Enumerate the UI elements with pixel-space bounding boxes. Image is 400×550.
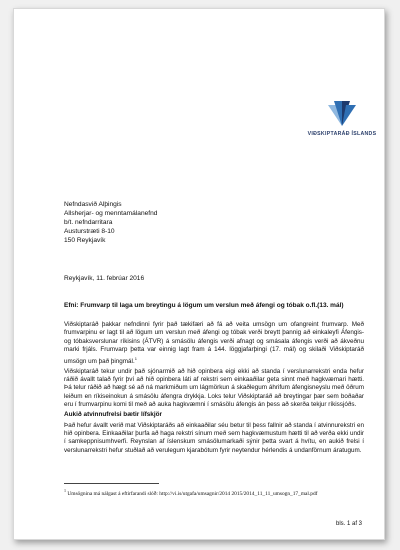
- address-line: Austurstræti 8-10: [64, 228, 115, 235]
- letter-subject: Efni: Frumvarp til laga um breytingu á lögum um verslun með áfengi og tóbak o.fl.(13. mál): [64, 302, 344, 309]
- address-line: 150 Reykjavík: [64, 237, 106, 244]
- letter-body: [64, 321, 364, 457]
- section-heading: Aukið atvinnufrelsi bætir lífskjör: [64, 411, 163, 419]
- recipient-address: [64, 200, 364, 245]
- footnote: [64, 487, 364, 498]
- address-line: b/t. nefndarritara: [64, 219, 113, 226]
- address-line: Nefndasvið Alþingis: [64, 201, 122, 208]
- logo-text: VIÐSKIPTARÁÐ ÍSLANDS: [307, 131, 377, 137]
- footnote-ref: 1: [134, 355, 137, 361]
- letter-date: Reykjavík, 11. febrúar 2016: [64, 275, 145, 282]
- body-paragraph: Viðskiptaráð tekur undir það sjónarmið að hið opinbera eigi ekki að standa í verslunarrekstri enda hefur ráðið ávallt talað fyrir því að hið opinbera láti af rekstri sem einkaaðilar geta sinnt með hagkvæmari hætti. Þá telur ráðið að hægt sé að ná markmiðum um lágmörkun á skaðlegum áhrifum áfengisneyslu með öðrum leiðum en ríkiseinokun á smásölu áfengra drykkja. Loks telur Viðskiptaráð að breytingar þær sem boðaðar eru í frumvarpinu komi til með að auka hagkvæmni í smásölu áfengis án þess að skerða tekjur ríkissjóðs.: [64, 367, 364, 409]
- footnote-number: 1: [64, 488, 66, 493]
- organization-logo: [304, 99, 380, 137]
- body-paragraph: Viðskiptaráð þakkar nefndinni fyrir það tækifæri að fá að veita umsögn um ofangreint frumvarp. Með frumvarpinu er lagt til að lögum um verslun með áfengi og tóbak verði breytt þannig að einkaleyfi Áfengis- og tóbaksverslunar ríkisins (ÁTVR) á smásölu áfengis verði afnagt og smásala áfengis verði að ákveðnu marki frjáls. Frumvarp þetta var einnig lagt fram á 144. löggjafarþingi (17. mál) og skilaði Viðskiptaráð umsögn um það þingmál.$^1$: [64, 321, 364, 365]
- address-line: Allsherjar- og menntamálanefnd: [64, 210, 158, 217]
- document-page: [13, 8, 385, 540]
- body-paragraph: Það hefur ávallt verið mat Viðskiptaráðs að einkaaðilar séu betur til þess fallnir að standa í atvinnurekstri en hið opinbera. Einkaaðilar þurfa að haga rekstri sínum með sem hagkvæmustum hætti til að verða ekki undir í samkeppnisumhverfi. Reynslan af íslenskum smásölumarkaði sýnir þetta svart á hvítu, en aukið frelsi í verslunarrekstri hefur stuðlað að verulegum kjarabótum fyrir neytendur hérlendis á undanförnum áratugum.: [64, 421, 364, 454]
- footnote-divider: [64, 483, 159, 484]
- page-number: bls. 1 af 3: [336, 521, 363, 527]
- logo-emblem-icon: [325, 99, 359, 129]
- footnote-text: Umsögnina má nálgast á eftirfarandi slóð: http://vi.is/utgafa/umsagnir/2014 2015/2014_11_11_umsogn_17_mal.pdf: [67, 490, 318, 497]
